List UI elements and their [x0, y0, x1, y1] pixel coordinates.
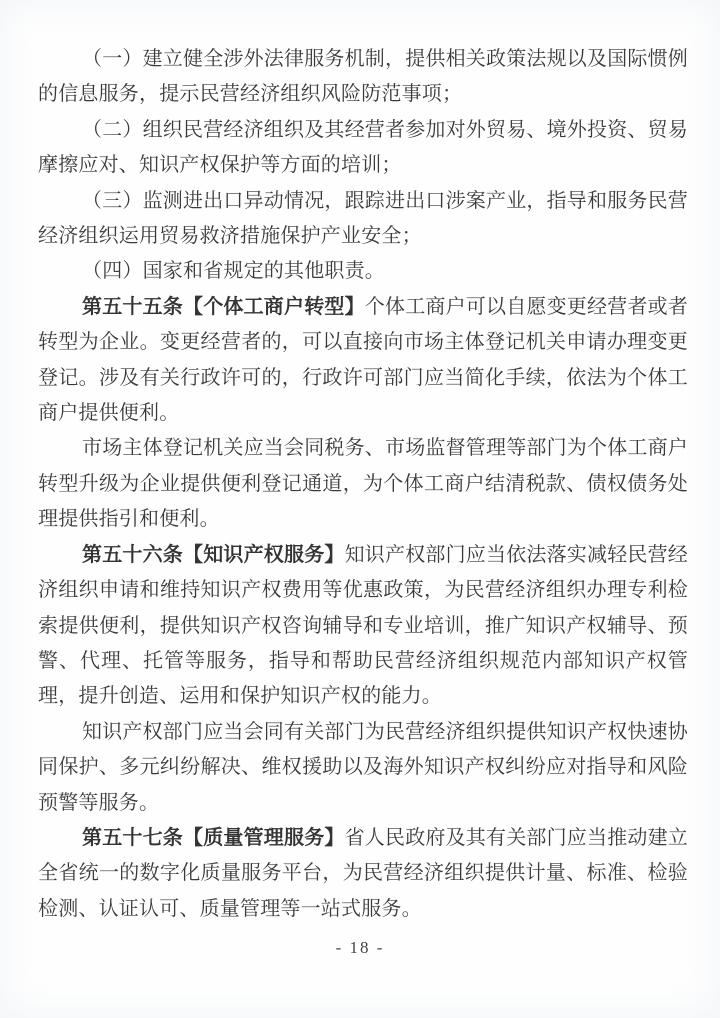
paragraph [38, 715, 688, 821]
paragraph-text: 知识产权部门应当会同有关部门为民营经济组织提供知识产权快速协同保护、多元纠纷解决、维权援助以及海外知识产权纠纷应对指导和风险预警等服务。 [38, 720, 688, 814]
paragraph [38, 431, 688, 537]
paragraph-text: 省人民政府及其有关部门应当推动建立全省统一的数字化质量服务平台，为民营经济组织提供计量、标准、检验检测、认证认可、质量管理等一站式服务。 [38, 826, 689, 920]
paragraph-text: （四）国家和省规定的其他职责。 [82, 260, 385, 283]
article-heading: 第五十五条【个体工商户转型】 [82, 295, 365, 318]
paragraph [38, 42, 688, 113]
paragraph-text: 个体工商户可以自愿变更经营者或者转型为企业。变更经营者的，可以直接向市场主体登记机关申请办理变更登记。涉及有关行政许可的，行政许可部门应当简化手续，依法为个体工商户提供便利。 [38, 295, 689, 425]
paragraph [38, 538, 688, 715]
paragraph [38, 254, 688, 289]
paragraph-text: （三）监测进出口异动情况，跟踪进出口涉案产业，指导和服务民营经济组织运用贸易救济措施保护产业安全； [38, 189, 688, 248]
article-heading: 第五十七条【质量管理服务】 [82, 826, 345, 849]
paragraph [38, 290, 688, 432]
document-body [38, 42, 688, 927]
paragraph-text: （一）建立健全涉外法律服务机制，提供相关政策法规以及国际惯例的信息服务，提示民营经济组织风险防范事项； [38, 48, 688, 106]
paragraph [38, 113, 688, 184]
paragraph-text: 市场主体登记机关应当会同税务、市场监督管理等部门为个体工商户转型升级为企业提供便利登记通道，为个体工商户结清税款、债权债务处理提供指引和便利。 [38, 437, 688, 531]
article-heading: 第五十六条【知识产权服务】 [82, 543, 345, 566]
paragraph [38, 184, 688, 255]
paragraph-text: 知识产权部门应当依法落实减轻民营经济组织申请和维持知识产权费用等优惠政策，为民营经济组织办理专利检索提供便利，提供知识产权咨询辅导和专业培训，推广知识产权辅导、预警、代理、托管等服务，指导和帮助民营经济组织规范内部知识产权管理，提升创造、运用和保护知识产权的能力。 [38, 543, 689, 708]
page-number: - 18 - [335, 938, 385, 957]
paragraph-text: （二）组织民营经济组织及其经营者参加对外贸易、境外投资、贸易摩擦应对、知识产权保护等方面的培训； [38, 118, 688, 177]
paragraph [38, 821, 688, 927]
